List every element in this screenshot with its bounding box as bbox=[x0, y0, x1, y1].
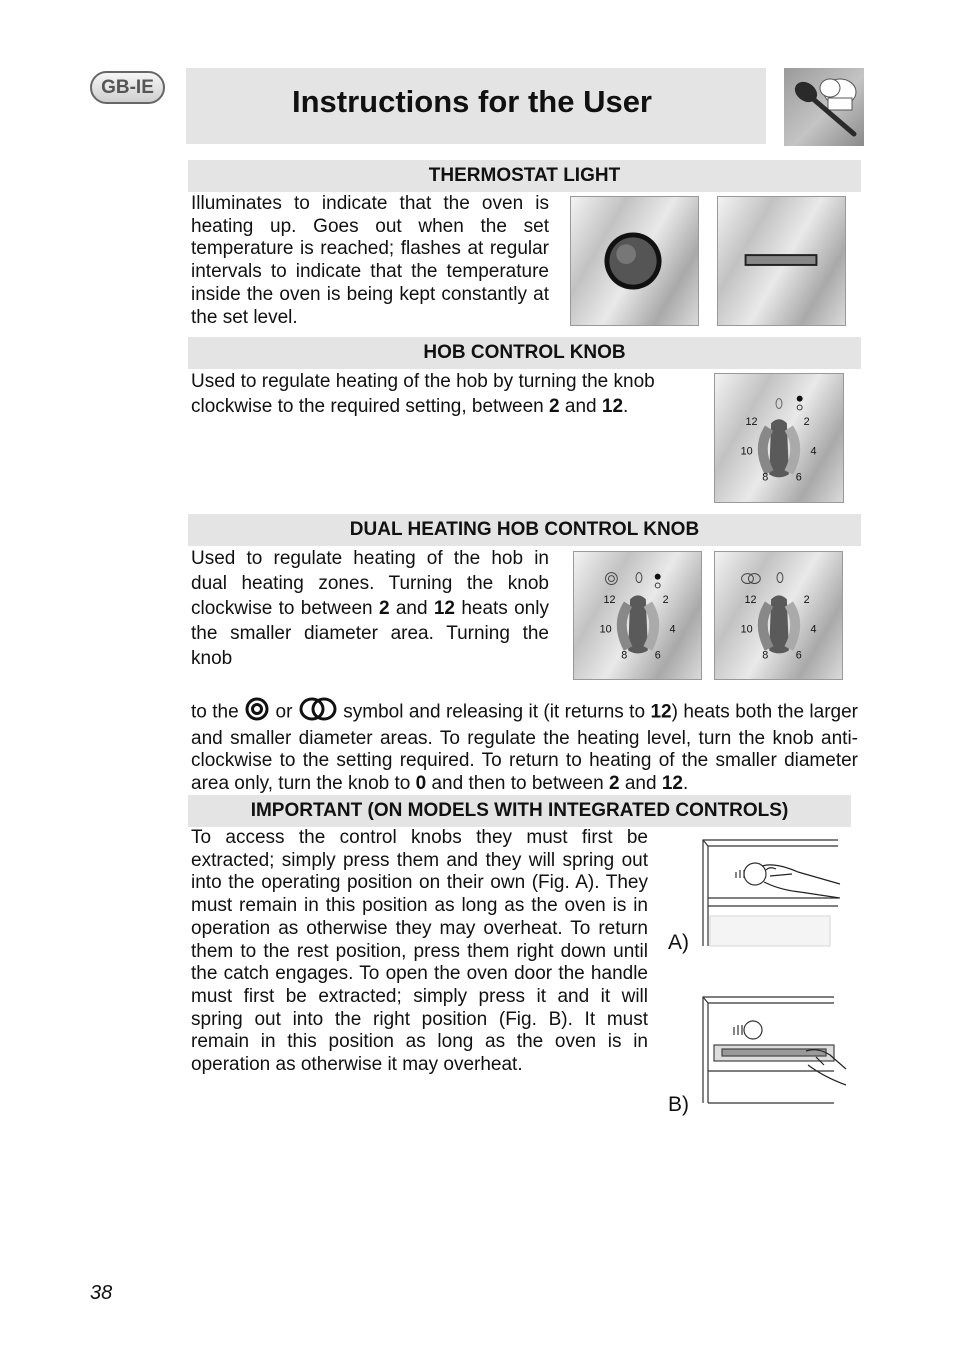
section-heading-thermostat: THERMOSTAT LIGHT bbox=[188, 160, 861, 192]
svg-text:12: 12 bbox=[603, 594, 616, 607]
svg-text:6: 6 bbox=[795, 471, 802, 484]
svg-text:12: 12 bbox=[745, 416, 758, 429]
svg-text:10: 10 bbox=[740, 445, 753, 458]
page-header bbox=[186, 68, 766, 144]
figure-b-image bbox=[700, 993, 848, 1105]
figure-b-label: B) bbox=[668, 1093, 689, 1116]
important-text: To access the control knobs they must first be extracted; simply press them and they will spring out into the operating position on their own (Fig. A). They must remain in this position as long as the oven is in operation as otherwise they may overheat. To return them to the rest position, press them right down until the catch engages. To open the oven door the handle must first be extracted; simply press it and it will spring out into the right position (Fig. B). It must remain in this position as long as the oven is in operation as otherwise it may overheat. bbox=[191, 827, 648, 1076]
page-number: 38 bbox=[90, 1282, 113, 1304]
svg-text:6: 6 bbox=[795, 649, 802, 662]
region-badge: GB-IE bbox=[90, 71, 165, 104]
hob-text: Used to regulate heating of the hob by turning the knob clockwise to the required setting, between 2 and 12. bbox=[191, 371, 655, 417]
bar-light-image bbox=[717, 196, 846, 326]
dual-text-part2: to the or symbol and releasing it (it returns to 12) heats both the larger and smaller diameter areas. To regulate the heating level, turn the knob anti-clockwise to the setting required. To return to heating of the smaller diameter area only, turn the knob to 0 and then to between 2 and 12. bbox=[191, 697, 858, 796]
svg-text:12: 12 bbox=[744, 594, 757, 607]
svg-text:10: 10 bbox=[740, 623, 753, 636]
dual-text-part1: Used to regulate heating of the hob in dual heating zones. Turning the knob clockwise to between 2 and 12 heats only the smaller diameter area. Turning the knob bbox=[191, 548, 549, 669]
svg-text:2: 2 bbox=[803, 594, 810, 607]
dual-oval-symbol-icon bbox=[298, 697, 338, 728]
svg-text:2: 2 bbox=[662, 594, 669, 607]
svg-text:4: 4 bbox=[810, 445, 817, 458]
svg-text:4: 4 bbox=[669, 623, 676, 636]
svg-text:8: 8 bbox=[762, 471, 769, 484]
figure-a-label: A) bbox=[668, 931, 689, 954]
figure-a-image bbox=[700, 836, 845, 948]
svg-text:6: 6 bbox=[654, 649, 661, 662]
chef-hat-spoon-icon bbox=[784, 68, 864, 146]
svg-text:8: 8 bbox=[621, 649, 628, 662]
svg-text:4: 4 bbox=[810, 623, 817, 636]
section-heading-dual: DUAL HEATING HOB CONTROL KNOB bbox=[188, 514, 861, 546]
page-title: Instructions for the User bbox=[292, 84, 652, 119]
dual-knob-image-round bbox=[573, 551, 702, 680]
dual-ring-symbol-icon bbox=[244, 697, 270, 728]
section-heading-hob: HOB CONTROL KNOB bbox=[188, 337, 861, 369]
thermostat-text: Illuminates to indicate that the oven is heating up. Goes out when the set temperature is reached; flashes at regular intervals to indicate that the temperature inside the oven is being kept constantly at the set level. bbox=[191, 193, 549, 328]
svg-text:10: 10 bbox=[599, 623, 612, 636]
svg-text:8: 8 bbox=[762, 649, 769, 662]
section-heading-important: IMPORTANT (ON MODELS WITH INTEGRATED CONTROLS) bbox=[188, 795, 851, 827]
hob-knob-image bbox=[714, 373, 844, 503]
dual-knob-image-oval bbox=[714, 551, 843, 680]
round-light-image bbox=[570, 196, 699, 326]
svg-text:2: 2 bbox=[803, 416, 810, 429]
